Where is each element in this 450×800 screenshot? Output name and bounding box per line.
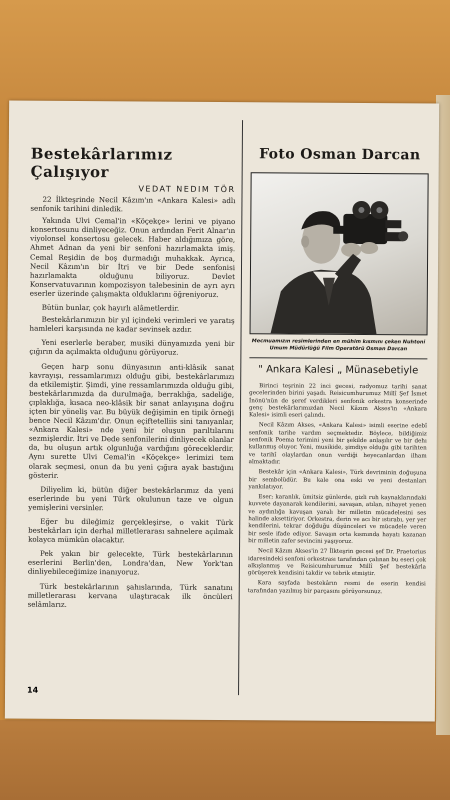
subarticle-paragraph: Eser; karanlık, ümitsiz günlerde, gizli ruh kaynaklarındaki kuvvete dayanarak kendilerini, savaşan, atılan, nihayet yenen ve aydınlığa kavuşan yaralı bir milletin mücadelesini ses halinde aksettiriyor. Orkestra, derin ve acı bir ıstırabı, yer yer kendilerini, tekrar doğduğu düşünceleri ve mücadele veren bir sesle ifade ediyor. Savaşın orta kısmında hayatı kazanan bir milletin zafer sevincini yaşıyoruz. xyxy=(248,494,427,545)
subarticle-paragraph: Bestekâr için «Ankara Kalesi», Türk devriminin doğuşuna bir sembolüdür. Bu kale ona eski ve yeni destanları yankılatıyor. xyxy=(248,469,427,491)
article-paragraph: Yeni eserlerle beraber, musiki dünyamızda yeni bir çığırın da açılmakta olduğunu görüyoruz. xyxy=(29,338,235,358)
article-paragraph: Bestekârlarımızın bir yıl içindeki verimleri ve yaratış hamleleri karşısında ne kadar sevinsek azdır. xyxy=(29,314,235,335)
background-wood-top xyxy=(0,0,450,110)
article-byline: VEDAT NEDIM TÖR xyxy=(138,184,236,195)
left-article xyxy=(28,145,236,615)
subarticle-paragraph: Necil Kâzım Akses'in 27 İlkteşrin gecesi şef Dr. Praetorius idaresindeki senfoni orkestrası tarafından çalınan bu eseri çok alkışlanmış ve Reisicumhurumuz Millî Şef bestekârla görüşerek kendisini takdir ve tebrik etmiştir. xyxy=(247,548,427,578)
article-title-line1: Bestekârlarımız xyxy=(30,144,173,164)
cameraman-illustration xyxy=(251,173,428,334)
article-paragraph: Bütün bunlar, çok hayırlı alâmetlerdir. xyxy=(41,302,180,313)
article-paragraph: Eğer bu dileğimiz gerçekleşirse, o vakit Türk bestekârları için derhal milletlerarası sahnelere açılmak kolayca mümkün olacaktır. xyxy=(28,516,234,545)
photo-frame xyxy=(250,172,429,335)
subarticle-paragraph: Birinci teşrinin 22 inci gecesi, radyomuz tarihi sanat gecelerinden birini yaşadı. Reisicumhurumuz Millî Şef İsmet İnönü'nün de şeref verdikleri senfonik orkestra konserinde genç bestekârlarımızdan Necil Kâzım Akses'in «Ankara Kalesi» isimli eseri çalındı. xyxy=(248,383,428,419)
column-divider xyxy=(238,120,243,695)
subarticle-title: " Ankara Kalesi „ Münasebetiyle xyxy=(258,364,419,377)
section-rule xyxy=(249,357,427,359)
article-paragraph: Pek yakın bir gelecekte, Türk bestekârlarının eserlerini Berlin'den, Londra'dan, New York'tan dinliyebileceğimize inanıyoruz. xyxy=(27,549,234,577)
article-title-line2: Çalışıyor xyxy=(30,162,110,182)
article-paragraph: Diliyelim ki, bütün diğer bestekârlarımız da yeni eserlerinde bu yeni Türk okulunun taze ve olgun yemişlerini versinler. xyxy=(28,484,234,513)
article-paragraph: Geçen harp sonu dünyasının anti-klâsik sanat kavrayışı, ressamlarımızı olduğu gibi, bestekârlarımızı da etkilemiştir. Şimdi, yine ressamlarımızda olduğu gibi, bestekârlarımızda da durulmağa, berraklığa, sadeliğe, çıplaklığa, kısaca neo-klâsik bir sanat anlayışına doğru içten bir yöneliş var. Bu büyük değişimin en tipik örneği bence Necil Kâzım'dır. Onun eçiftetelliis sini tanıyanlar, «Ankara Kalesi» nde yeni bir oluşun parıltılarını sezmişlerdir. İtri ve Dede senfonilerini dinliyecek olanlar da, bu oluşun artık olgunluğa vardığını göreceklerdir. Aynı surette Ulvi Cemal'in «Köçekçe» lerimizi tem olarak seçmesi, onun da bu yeni çığıra ayak bastığını gösterir. xyxy=(28,361,235,480)
photo-caption: Mecmuamızın resimlerinden en mühim kısmını çeken Nuhtoni Umum Müdürlüğü Film Operatörü Osman Darcan xyxy=(251,338,426,352)
page-number: 14 xyxy=(27,685,39,695)
background-wood-bottom xyxy=(0,720,450,800)
article-paragraph: Yakında Ulvi Cemal'in «Köçekçe» lerini ve piyano konsertosunu dinliyeceğiz. Onun ardından Ferit Alnar'ın viyolonsel konsertosu gelecek. Haber aldığımıza göre, Ahmet Adnan da yeni bir senfoni hazırlamakta imiş. Cemal Reşidin de boş durmadığı muhakkak. Ayrıca, Necil Kâzım'ın bir İtri ve bir Dede senfonisi hazırlamakta olduğunu biliyoruz. Devlet Konservatuvarının kompozisyon talebesinin de ayrı ayrı eserler üzerinde çalışmakta olduklarını öğreniyoruz. xyxy=(29,215,236,299)
magazine-page xyxy=(5,101,439,722)
right-article xyxy=(248,146,429,599)
photo-feature-title: Foto Osman Darcan xyxy=(259,146,421,164)
subarticle-paragraph: Kara sayfada bestekârın resmi de eserin kendisi tarafından yazılmış bir parçasını görüyorsunuz. xyxy=(247,580,426,595)
subarticle-paragraph: Necil Kâzım Akses, «Ankara Kalesi» isimli eserine edebî senfonik tarihe vardım seçmektedir. Böylece, bildiğimiz senfonik Poema terimini yeni bir şekilde anlaşılır ve bir dehı kullanmış oluyor. Yeni, musikide, şimdiye olduğu gibi tarihten ve tarihî olaylardan onun verdiği heyecanlardan ilham almaktadır. xyxy=(248,422,427,466)
cameraman-photo xyxy=(250,172,429,335)
article-paragraph: 22 İlkteşrinde Necil Kâzım'ın «Ankara Kalesi» adlı senfonik tarihini dinledik. xyxy=(30,194,236,214)
article-paragraph: Türk bestekârlarının şahıslarında, Türk sanatını milletlerarası kervana ulaştıracak ilk öncüleri selâmlarız. xyxy=(27,581,233,609)
